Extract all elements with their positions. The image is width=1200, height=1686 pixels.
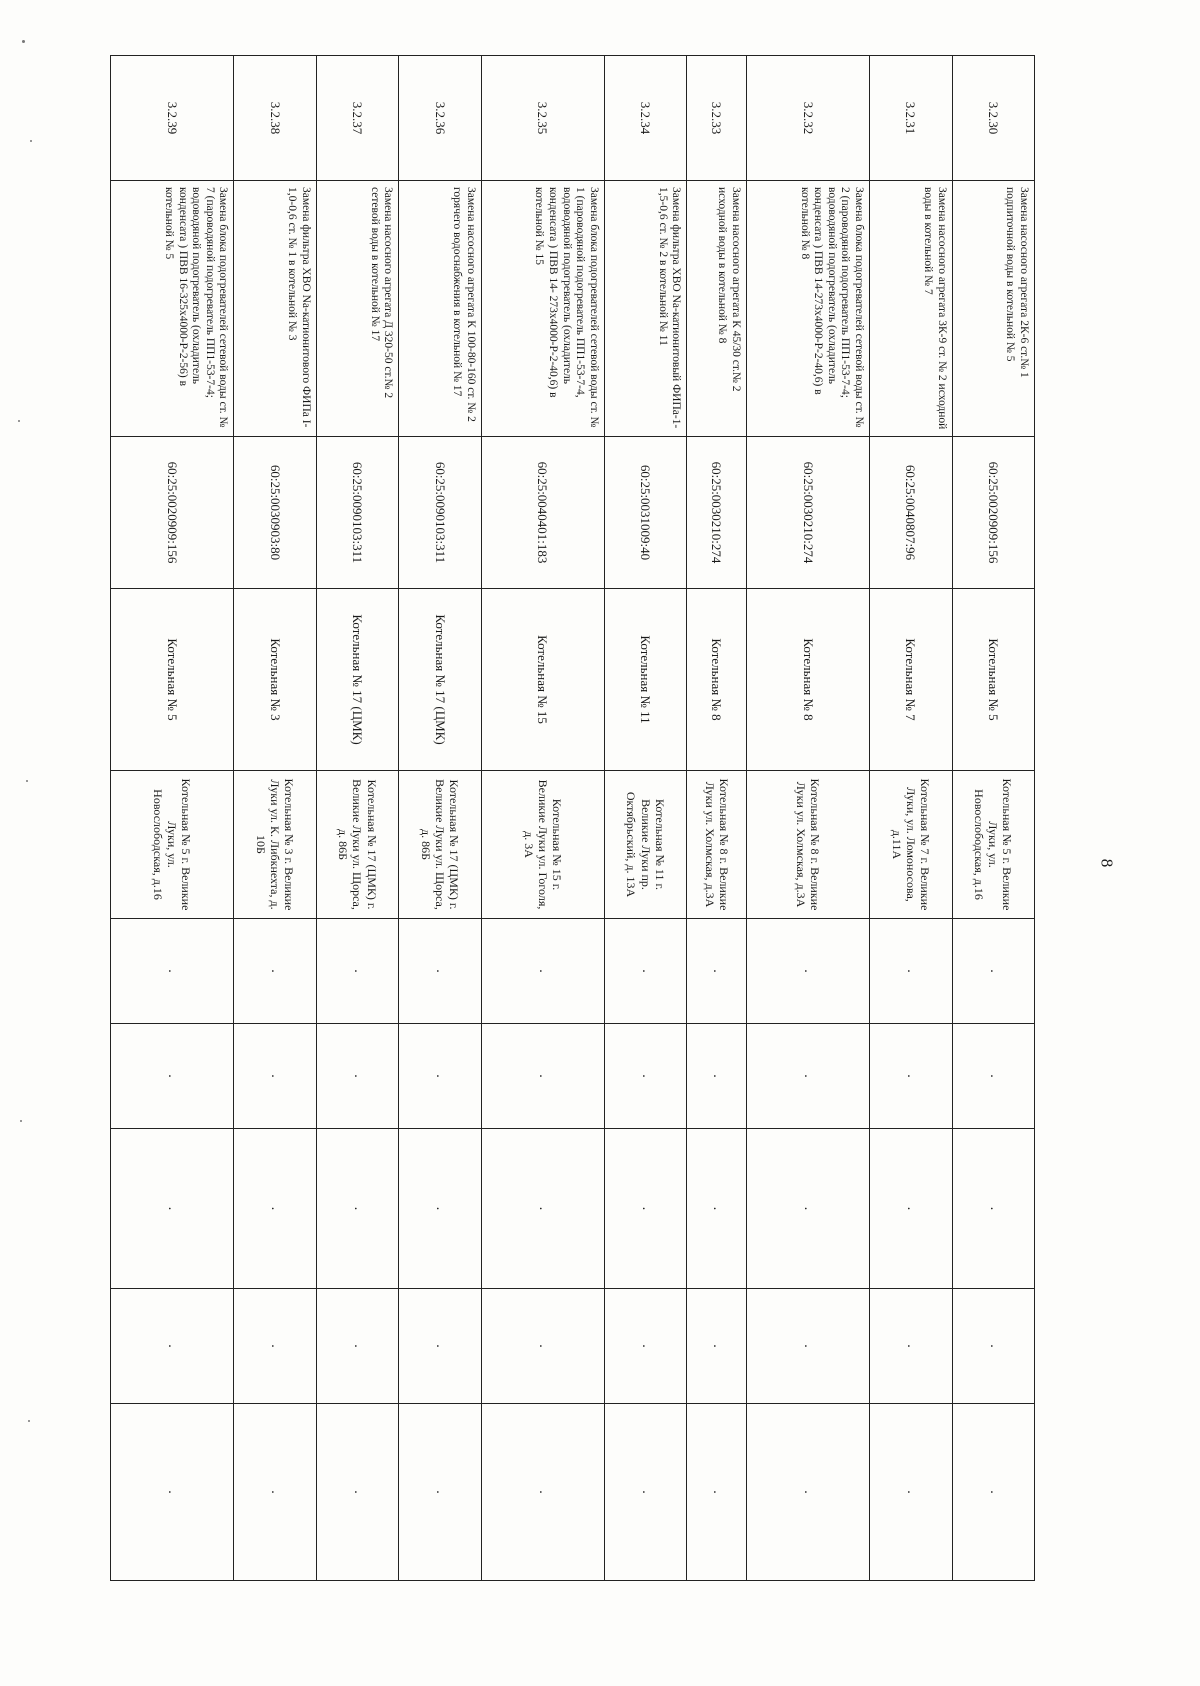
row-number: 3.2.36 (399, 56, 481, 181)
object-address: Котельная № 3 г. Великие Луки ул. К. Либкнехта, д. 10Б (234, 771, 316, 919)
object-name: Котельная № 5 (952, 589, 1034, 771)
table-row (481, 56, 604, 1581)
work-description: Замена фильтра ХВО Na-катионитового ФИПа I-1,0-0,6 ст. № 1 в котельной № 3 (234, 181, 316, 437)
row-number: 3.2.37 (316, 56, 398, 181)
mark-cell: . (316, 1129, 398, 1289)
mark-cell: . (399, 1404, 481, 1581)
cadastral-number: 60:25:0020909:156 (952, 437, 1034, 589)
table-row (746, 56, 869, 1581)
mark-cell: . (111, 1129, 234, 1289)
row-number: 3.2.33 (687, 56, 747, 181)
table-row (952, 56, 1034, 1581)
mark-cell: . (604, 919, 686, 1024)
row-number: 3.2.31 (870, 56, 952, 181)
mark-cell: . (952, 919, 1034, 1024)
mark-cell: . (234, 919, 316, 1024)
row-number: 3.2.32 (746, 56, 869, 181)
mark-cell: . (746, 1024, 869, 1129)
object-address: Котельная № 5 г. Великие Луки, ул. Новослободская, д.16 (952, 771, 1034, 919)
table-row (604, 56, 686, 1581)
mark-cell: . (234, 1129, 316, 1289)
cadastral-number: 60:25:0030903:80 (234, 437, 316, 589)
mark-cell: . (316, 919, 398, 1024)
mark-cell: . (399, 919, 481, 1024)
object-name: Котельная № 3 (234, 589, 316, 771)
object-address: Котельная № 15 г. Великие Луки ул. Гоголя, д. 3А (481, 771, 604, 919)
work-description: Замена насосного агрегата К 45/30 ст.№ 2 исходной воды в котельной № 8 (687, 181, 747, 437)
table-row (870, 56, 952, 1581)
mark-cell: . (234, 1404, 316, 1581)
cadastral-number: 60:25:0090103:311 (399, 437, 481, 589)
row-number: 3.2.38 (234, 56, 316, 181)
object-address: Котельная № 17 (ЦМК) г. Великие Луки ул. Щорса, д. 86Б (399, 771, 481, 919)
mark-cell: . (399, 1289, 481, 1404)
mark-cell: . (687, 1289, 747, 1404)
work-description: Замена насосного агрегата К 100-80-160 ст. № 2 горячего водоснабжения в котельной № 17 (399, 181, 481, 437)
work-description: Замена блока подогревателей сетевой воды ст. № 1 (пароводяной подогреватель ПП1-53-7-4, водоводяной подогреватель (охладитель конденсата ) ПВВ 14- 273х4000-Р-2-40,6) в котельной № 15 (481, 181, 604, 437)
object-address: Котельная № 5 г. Великие Луки, ул. Новослободская, д.16 (111, 771, 234, 919)
work-description: Замена блока подогревателей сетевой воды ст. № 7 (пароводяной подогреватель ПП1-53-7-4; водоводяной подогреватель (охладитель конденсата ) ПВВ 16-325х4000-Р-2-56) в котельной № 5 (111, 181, 234, 437)
object-name: Котельная № 11 (604, 589, 686, 771)
mark-cell: . (111, 1404, 234, 1581)
mark-cell: . (746, 1129, 869, 1289)
works-table (110, 55, 1035, 1581)
mark-cell: . (870, 1024, 952, 1129)
object-address: Котельная № 11 г. Великие Луки пр. Октябрьский, д. 13А (604, 771, 686, 919)
scan-speck (22, 40, 25, 43)
table-body (111, 56, 1035, 1581)
cadastral-number: 60:25:0020909:156 (111, 437, 234, 589)
object-name: Котельная № 5 (111, 589, 234, 771)
mark-cell: . (687, 1129, 747, 1289)
table-row (687, 56, 747, 1581)
mark-cell: . (481, 1129, 604, 1289)
work-description: Замена насосного агрегата 3К-9 ст. № 2 исходной воды в котельной № 7 (870, 181, 952, 437)
mark-cell: . (399, 1024, 481, 1129)
mark-cell: . (746, 1289, 869, 1404)
table-row (234, 56, 316, 1581)
object-name: Котельная № 7 (870, 589, 952, 771)
mark-cell: . (604, 1289, 686, 1404)
object-name: Котельная № 17 (ЦМК) (399, 589, 481, 771)
object-name: Котельная № 17 (ЦМК) (316, 589, 398, 771)
mark-cell: . (870, 1289, 952, 1404)
mark-cell: . (234, 1024, 316, 1129)
work-description: Замена блока подогревателей сетевой воды ст. № 2 (пароводяной подогреватель ПП1-53-7-4; водоводяной подогреватель (охладитель конденсата ) ПВВ 14-273х4000-Р-2-40,6) в котельной № 8 (746, 181, 869, 437)
cadastral-number: 60:25:0030210:274 (746, 437, 869, 589)
mark-cell: . (952, 1129, 1034, 1289)
mark-cell: . (870, 1404, 952, 1581)
mark-cell: . (316, 1404, 398, 1581)
row-number: 3.2.39 (111, 56, 234, 181)
mark-cell: . (952, 1404, 1034, 1581)
mark-cell: . (604, 1129, 686, 1289)
mark-cell: . (111, 1024, 234, 1129)
mark-cell: . (111, 1289, 234, 1404)
mark-cell: . (952, 1024, 1034, 1129)
cadastral-number: 60:25:0040807:96 (870, 437, 952, 589)
mark-cell: . (604, 1404, 686, 1581)
mark-cell: . (746, 1404, 869, 1581)
cadastral-number: 60:25:0040401:183 (481, 437, 604, 589)
table-row (316, 56, 398, 1581)
cadastral-number: 60:25:0090103:311 (316, 437, 398, 589)
mark-cell: . (604, 1024, 686, 1129)
work-description: Замена насосного агрегата Д 320-50 ст.№ 2 сетевой воды в котельной № 17 (316, 181, 398, 437)
mark-cell: . (111, 919, 234, 1024)
work-description: Замена фильтра ХВО Na-катионитовый ФИПа-1-1,5-0,6 ст. № 2 в котельной № 11 (604, 181, 686, 437)
object-address: Котельная № 17 (ЦМК) г. Великие Луки ул. Щорса, д. 86Б (316, 771, 398, 919)
table-row (399, 56, 481, 1581)
object-address: Котельная № 8 г. Великие Луки ул. Холмская, д.3А (746, 771, 869, 919)
mark-cell: . (399, 1129, 481, 1289)
mark-cell: . (952, 1289, 1034, 1404)
mark-cell: . (687, 1404, 747, 1581)
row-number: 3.2.35 (481, 56, 604, 181)
object-name: Котельная № 15 (481, 589, 604, 771)
mark-cell: . (481, 1404, 604, 1581)
row-number: 3.2.34 (604, 56, 686, 181)
mark-cell: . (481, 919, 604, 1024)
cadastral-number: 60:25:0031009:40 (604, 437, 686, 589)
scan-speck (20, 1120, 22, 1122)
mark-cell: . (316, 1024, 398, 1129)
mark-cell: . (481, 1024, 604, 1129)
mark-cell: . (687, 919, 747, 1024)
mark-cell: . (234, 1289, 316, 1404)
scan-speck (26, 780, 28, 782)
object-name: Котельная № 8 (687, 589, 747, 771)
object-address: Котельная № 8 г. Великие Луки ул. Холмская, д.3А (687, 771, 747, 919)
mark-cell: . (316, 1289, 398, 1404)
scan-speck (18, 420, 20, 422)
mark-cell: . (746, 919, 869, 1024)
work-description: Замена насосного агрегата 2К-6 ст.№ 1 подпиточной воды в котельной № 5 (952, 181, 1034, 437)
table-row (111, 56, 234, 1581)
scan-speck (28, 1420, 30, 1422)
row-number: 3.2.30 (952, 56, 1034, 181)
rotated-table (110, 55, 1035, 1580)
mark-cell: . (481, 1289, 604, 1404)
mark-cell: . (870, 1129, 952, 1289)
page-number: 8 (1097, 858, 1117, 868)
cadastral-number: 60:25:0030210:274 (687, 437, 747, 589)
object-name: Котельная № 8 (746, 589, 869, 771)
object-address: Котельная № 7 г. Великие Луки, ул. Ломоносова, д.11А (870, 771, 952, 919)
mark-cell: . (870, 919, 952, 1024)
mark-cell: . (687, 1024, 747, 1129)
scan-speck (30, 140, 32, 142)
